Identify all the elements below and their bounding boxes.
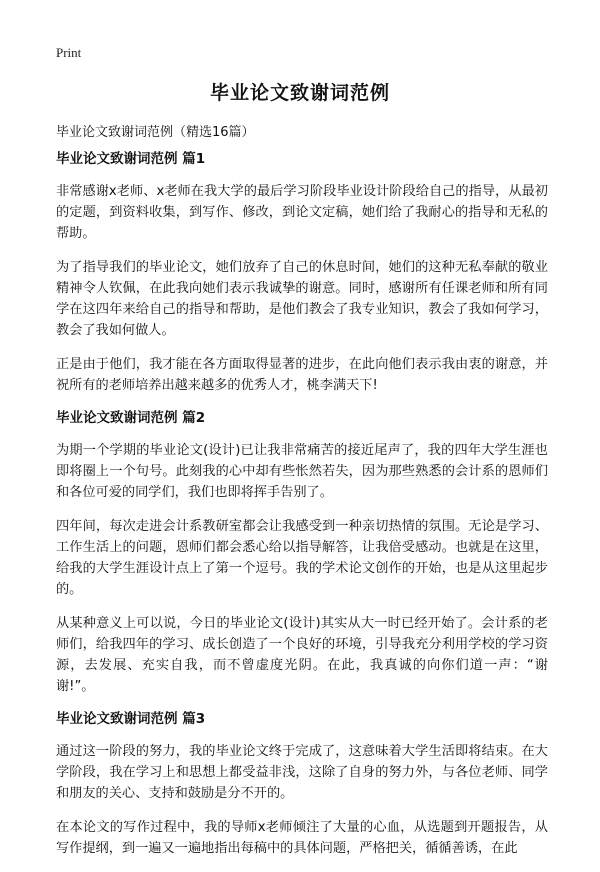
paragraph: 正是由于他们，我才能在各方面取得显著的进步，在此向他们表示我由衷的谢意，并祝所有的老师培养出越来越多的优秀人才，桃李满天下! <box>56 357 548 393</box>
section-2 <box>56 409 548 697</box>
paragraph: 四年间，每次走进会计系教研室都会让我感受到一种亲切热情的氛围。无论是学习、工作生活上的问题，恩师们都会悉心给以指导解答，让我倍受感动。也就是在这里，给我的大学生涯设计点上了第一个逗号。我的学术论文创作的开始，也是从这里起步的。 <box>56 519 548 597</box>
print-label: Print <box>56 45 82 60</box>
section-heading: 毕业论文致谢词范例 篇2 <box>56 410 206 426</box>
section-heading: 毕业论文致谢词范例 篇3 <box>56 711 206 727</box>
document-subtitle: 毕业论文致谢词范例（精选16篇） <box>56 125 255 140</box>
document-body <box>56 150 548 872</box>
paragraph: 通过这一阶段的努力，我的毕业论文终于完成了，这意味着大学生活即将结束。在大学阶段，我在学习上和思想上都受益非浅，这除了自身的努力外，与各位老师、同学和朋友的关心、支持和鼓励是分不开的。 <box>56 744 548 801</box>
section-heading: 毕业论文致谢词范例 篇1 <box>56 151 206 167</box>
paragraph: 从某种意义上可以说，今日的毕业论文(设计)其实从大一时已经开始了。会计系的老师们，给我四年的学习、成长创造了一个良好的环境，引导我充分利用学校的学习资源，去发展、充实自我，而不曾虚度光阴。在此，我真诚的向你们道一声：“谢谢!”。 <box>56 616 548 694</box>
page-title: 毕业论文致谢词范例 <box>209 82 390 104</box>
section-1 <box>56 150 548 396</box>
paragraph: 为期一个学期的毕业论文(设计)已让我非常痛苦的接近尾声了，我的四年大学生涯也即将圈上一个句号。此刻我的心中却有些怅然若失，因为那些熟悉的会计系的恩师们和各位可爱的同学们，我们也即将挥手告别了。 <box>56 443 548 500</box>
paragraph: 在本论文的写作过程中，我的导师x老师倾注了大量的心血，从选题到开题报告，从写作提纲，到一遍又一遍地指出每稿中的具体问题，严格把关，循循善诱，在此 <box>56 820 548 856</box>
paragraph: 为了指导我们的毕业论文，她们放弃了自己的休息时间，她们的这种无私奉献的敬业精神令人钦佩，在此我向她们表示我诚挚的谢意。同时，感谢所有任课老师和所有同学在这四年来给自己的指导和帮助，是他们教会了我专业知识，教会了我如何学习，教会了我如何做人。 <box>56 260 548 338</box>
section-3 <box>56 710 548 859</box>
paragraph: 非常感谢x老师、x老师在我大学的最后学习阶段毕业设计阶段给自己的指导，从最初的定题，到资料收集，到写作、修改，到论文定稿，她们给了我耐心的指导和无私的帮助。 <box>56 184 548 241</box>
